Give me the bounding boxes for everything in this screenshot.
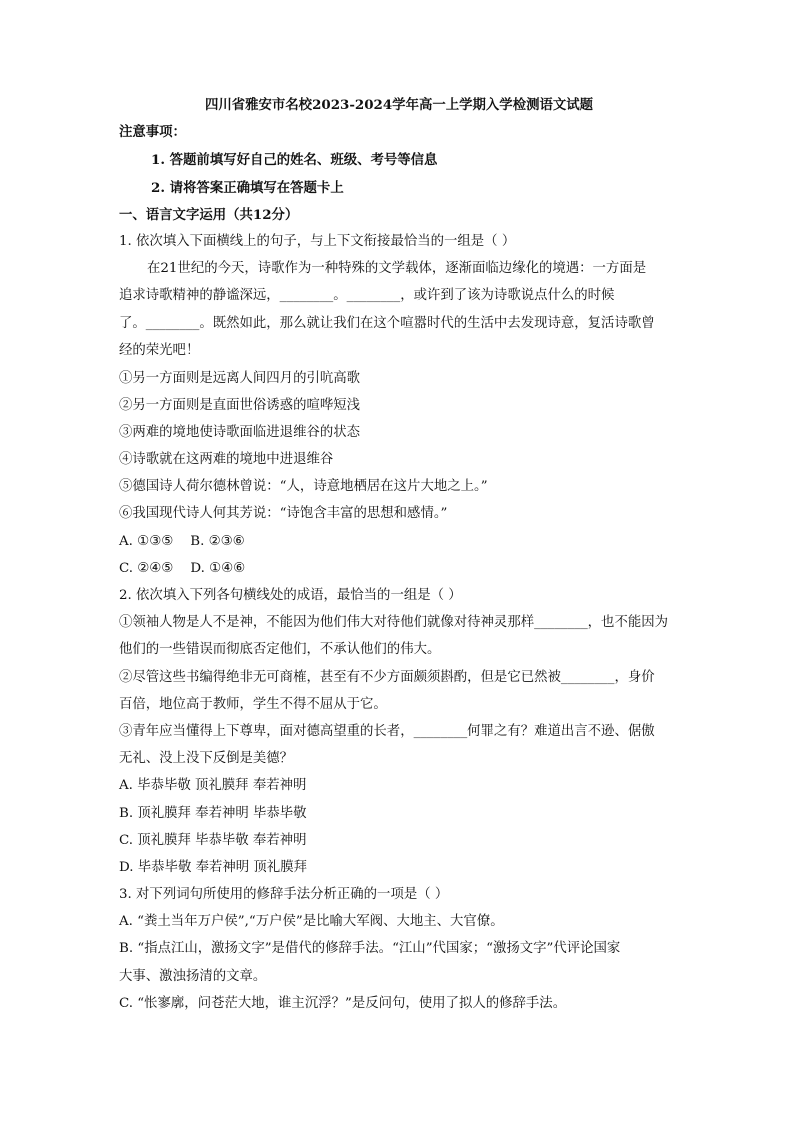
answer-choices: A. ①③⑤ B. ②③⑥: [119, 534, 245, 549]
question-line: 他们的一些错误而彻底否定他们，不承认他们的伟大。: [119, 642, 441, 657]
passage-line: 经的荣光吧！: [119, 343, 200, 358]
question-line: ①领袖人物是人不是神，不能因为他们伟大对待他们就像对待神灵那样________，也不能因为: [119, 615, 669, 630]
option-item: ②另一方面则是直面世俗诱惑的喧哗短浅: [119, 398, 361, 413]
passage-line: 追求诗歌精神的静谧深远，________。________，或许到了该为诗歌说点什么的时候: [119, 288, 615, 303]
answer-choice-continued: 大事、激浊扬清的文章。: [119, 969, 267, 984]
question-line: ②尽管这些书编得绝非无可商榷，甚至有不少方面颇须斟酌，但是它已然被________，身价: [119, 670, 655, 685]
passage-line: 在21世纪的今天，诗歌作为一种特殊的文学载体，逐渐面临边缘化的境遇：一方面是: [147, 261, 647, 276]
answer-choice: B. “指点江山，激扬文字”是借代的修辞手法。“江山”代国家；“激扬文字”代评论国家: [119, 941, 621, 956]
answer-choice: B. 顶礼膜拜 奉若神明 毕恭毕敬: [119, 806, 307, 821]
question-stem: 3. 对下列词句所使用的修辞手法分析正确的一项是（ ）: [119, 887, 449, 902]
option-item: ④诗歌就在这两难的境地中进退维谷: [119, 452, 334, 467]
note-item: 1. 答题前填写好自己的姓名、班级、考号等信息: [151, 152, 438, 168]
question-line: 百倍，地位高于教师，学生不得不屈从于它。: [119, 697, 387, 712]
option-item: ⑥我国现代诗人何其芳说：“诗饱含丰富的思想和感情。”: [119, 506, 448, 521]
answer-choice: C. 顶礼膜拜 毕恭毕敬 奉若神明: [119, 833, 307, 848]
question-stem: 2. 依次填入下列各句横线处的成语，最恰当的一组是（ ）: [119, 588, 462, 603]
notes-heading: 注意事项：: [119, 124, 186, 140]
passage-line: 了。________。既然如此，那么就让我们在这个喧嚣时代的生活中去发现诗意，复活诗歌曾: [119, 316, 655, 331]
answer-choice: C. “怅寥廓，问苍茫大地，谁主沉浮？”是反问句，使用了拟人的修辞手法。: [119, 996, 567, 1011]
note-item: 2. 请将答案正确填写在答题卡上: [151, 180, 344, 196]
question-stem: 1. 依次填入下面横线上的句子，与上下文衔接最恰当的一组是（ ）: [119, 234, 516, 249]
answer-choice: A. 毕恭毕敬 顶礼膜拜 奉若神明: [119, 778, 307, 793]
option-item: ⑤德国诗人荷尔德林曾说：“人，诗意地栖居在这片大地之上。”: [119, 479, 488, 494]
page-title: 四川省雅安市名校2023-2024学年高一上学期入学检测语文试题: [204, 97, 594, 113]
answer-choices: C. ②④⑤ D. ①④⑥: [119, 561, 246, 576]
section-heading: 一、语言文字运用（共12分）: [119, 207, 299, 223]
answer-choice: D. 毕恭毕敬 奉若神明 顶礼膜拜: [119, 860, 307, 875]
answer-choice: A. “粪土当年万户侯”,“万户侯”是比喻大军阀、大地主、大官僚。: [119, 914, 504, 929]
question-line: ③青年应当懂得上下尊卑，面对德高望重的长者，________何罪之有？难道出言不逊、倨傲: [119, 724, 655, 739]
option-item: ③两难的境地使诗歌面临进退维谷的状态: [119, 425, 361, 440]
question-line: 无礼、没上没下反倒是美德？: [119, 751, 294, 766]
option-item: ①另一方面则是远离人间四月的引吭高歌: [119, 371, 361, 386]
